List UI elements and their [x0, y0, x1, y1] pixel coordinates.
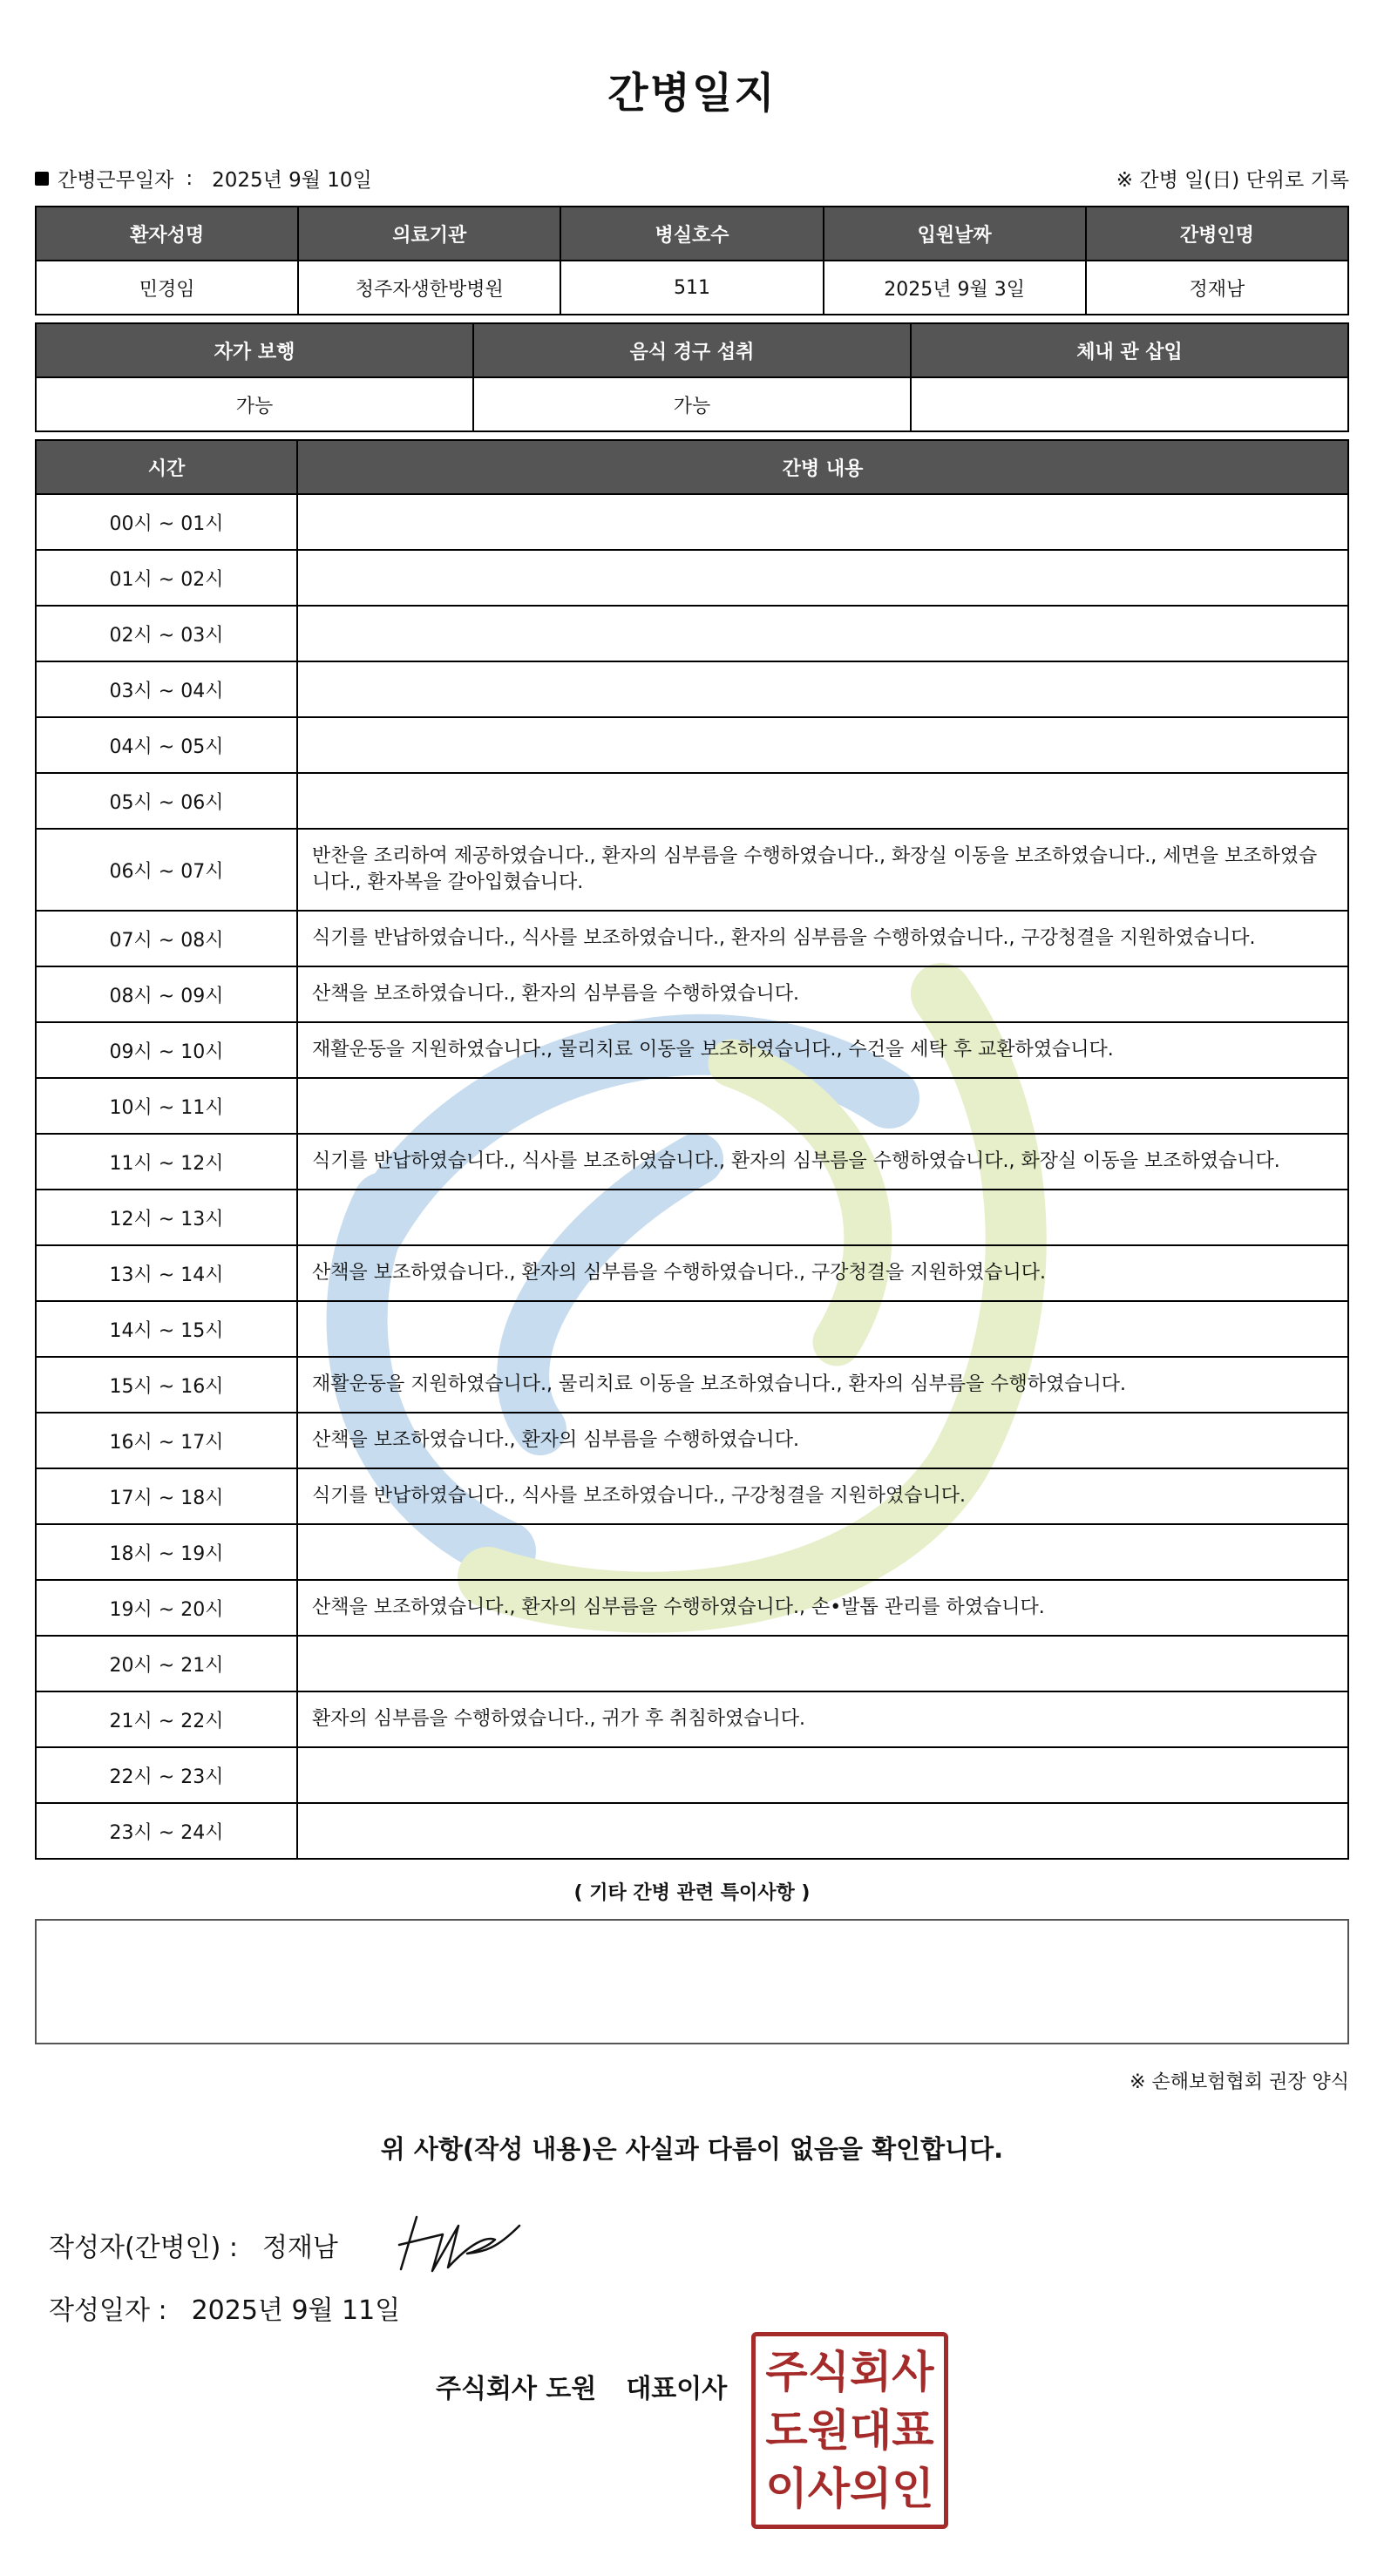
content-cell: [297, 1524, 1348, 1580]
table-row: [36, 494, 1348, 550]
time-cell: 14시 ~ 15시: [36, 1301, 297, 1357]
time-cell: 09시 ~ 10시: [36, 1022, 297, 1078]
special-notes-box: [35, 1919, 1349, 2044]
confirmation-statement: 위 사항(작성 내용)은 사실과 다름이 없음을 확인합니다.: [380, 2134, 1004, 2164]
content-cell: [297, 661, 1348, 717]
table-row: [36, 1245, 1348, 1301]
hospital-name: 청주자생한방병원: [298, 261, 560, 315]
unit-note: ※ 간병 일(日) 단위로 기록: [1116, 169, 1349, 192]
time-cell: 15시 ~ 16시: [36, 1357, 297, 1413]
content-cell: [297, 494, 1348, 550]
work-date-line: [35, 164, 372, 193]
time-cell: 08시 ~ 09시: [36, 966, 297, 1022]
written-date: 2025년 9월 11일: [191, 2295, 401, 2326]
table-row: [36, 606, 1348, 661]
content-cell: [297, 1803, 1348, 1859]
time-cell: 12시 ~ 13시: [36, 1190, 297, 1245]
content-cell: 산책을 보조하였습니다., 환자의 심부름을 수행하였습니다., 구강청결을 지원하였습니다.: [297, 1245, 1348, 1301]
table-row: [36, 1747, 1348, 1803]
signature-icon: [390, 2200, 530, 2278]
document-title: 간병일지: [607, 69, 777, 118]
header-time: 시간: [36, 440, 297, 494]
room-number: 511: [560, 261, 823, 315]
content-cell: 산책을 보조하였습니다., 환자의 심부름을 수행하였습니다.: [297, 1413, 1348, 1468]
content-cell: 재활운동을 지원하였습니다., 물리치료 이동을 보조하였습니다., 환자의 심부름을 수행하였습니다.: [297, 1357, 1348, 1413]
content-cell: 산책을 보조하였습니다., 환자의 심부름을 수행하였습니다.: [297, 966, 1348, 1022]
table-row: [36, 1301, 1348, 1357]
table-row: [36, 1078, 1348, 1134]
patient-name: 민경임: [36, 261, 298, 315]
header-patient-name: 환자성명: [36, 207, 298, 261]
writer-name: 정재남: [261, 2233, 338, 2263]
representative-title: 대표이사: [626, 2374, 728, 2404]
table-row: [36, 1636, 1348, 1691]
header-oral-intake: 음식 경구 섭취: [473, 323, 911, 377]
time-cell: 01시 ~ 02시: [36, 550, 297, 606]
form-note: ※ 손해보험협회 권장 양식: [1130, 2071, 1349, 2093]
time-cell: 18시 ~ 19시: [36, 1524, 297, 1580]
header-walking: 자가 보행: [36, 323, 473, 377]
company-seal-stamp: [751, 2332, 948, 2529]
patient-status-table: [35, 322, 1349, 432]
table-row: [36, 911, 1348, 966]
time-cell: 00시 ~ 01시: [36, 494, 297, 550]
time-cell: 02시 ~ 03시: [36, 606, 297, 661]
table-row: [36, 773, 1348, 829]
table-row: [36, 1580, 1348, 1636]
content-cell: [297, 1078, 1348, 1134]
content-cell: 산책을 보조하였습니다., 환자의 심부름을 수행하였습니다., 손•발톱 관리를 하였습니다.: [297, 1580, 1348, 1636]
work-date-value: 2025년 9월 10일: [212, 169, 372, 192]
content-cell: [297, 1190, 1348, 1245]
content-cell: 식기를 반납하였습니다., 식사를 보조하였습니다., 환자의 심부름을 수행하였습니다., 화장실 이동을 보조하였습니다.: [297, 1134, 1348, 1190]
table-row: [36, 1134, 1348, 1190]
table-row: [36, 966, 1348, 1022]
patient-info-table: [35, 206, 1349, 315]
time-cell: 05시 ~ 06시: [36, 773, 297, 829]
seal-row: 도원대표: [765, 2403, 934, 2456]
table-row: [36, 1468, 1348, 1524]
header-care-content: 간병 내용: [297, 440, 1348, 494]
caregiver-name: 정재남: [1086, 261, 1348, 315]
time-cell: 23시 ~ 24시: [36, 1803, 297, 1859]
table-row: [36, 1022, 1348, 1078]
content-cell: 반찬을 조리하여 제공하였습니다., 환자의 심부름을 수행하였습니다., 화장실 이동을 보조하였습니다., 세면을 보조하였습니다., 환자복을 갈아입혔습니다.: [297, 829, 1348, 911]
time-cell: 13시 ~ 14시: [36, 1245, 297, 1301]
company-line: [436, 2367, 727, 2405]
content-cell: [297, 1301, 1348, 1357]
header-room: 병실호수: [560, 207, 823, 261]
tube-insertion-status: [911, 377, 1348, 431]
content-cell: [297, 550, 1348, 606]
work-date-colon: :: [186, 166, 193, 190]
written-date-line: [49, 2288, 400, 2327]
special-notes-title: ( 기타 간병 관련 특이사항 ): [573, 1882, 811, 1904]
table-row: [36, 717, 1348, 773]
header-tube-insertion: 체내 관 삽입: [911, 323, 1348, 377]
table-row: [36, 1413, 1348, 1468]
content-cell: [297, 1636, 1348, 1691]
time-cell: 22시 ~ 23시: [36, 1747, 297, 1803]
time-cell: 03시 ~ 04시: [36, 661, 297, 717]
time-cell: 19시 ~ 20시: [36, 1580, 297, 1636]
table-row: [36, 661, 1348, 717]
time-cell: 17시 ~ 18시: [36, 1468, 297, 1524]
square-bullet-icon: [35, 172, 49, 186]
content-cell: 식기를 반납하였습니다., 식사를 보조하였습니다., 환자의 심부름을 수행하였습니다., 구강청결을 지원하였습니다.: [297, 911, 1348, 966]
content-cell: [297, 1747, 1348, 1803]
table-row: [36, 550, 1348, 606]
time-cell: 04시 ~ 05시: [36, 717, 297, 773]
seal-row: 이사의인: [765, 2462, 934, 2514]
table-row: [36, 1691, 1348, 1747]
header-caregiver: 간병인명: [1086, 207, 1348, 261]
content-cell: [297, 606, 1348, 661]
time-cell: 20시 ~ 21시: [36, 1636, 297, 1691]
time-cell: 07시 ~ 08시: [36, 911, 297, 966]
company-name: 주식회사 도원: [436, 2374, 597, 2404]
content-cell: 환자의 심부름을 수행하였습니다., 귀가 후 취침하였습니다.: [297, 1691, 1348, 1747]
seal-row: 주식회사: [765, 2346, 934, 2398]
walking-status: 가능: [36, 377, 473, 431]
header-hospital: 의료기관: [298, 207, 560, 261]
writer-line: [49, 2226, 338, 2264]
time-cell: 16시 ~ 17시: [36, 1413, 297, 1468]
content-cell: [297, 773, 1348, 829]
time-cell: 21시 ~ 22시: [36, 1691, 297, 1747]
writer-label: 작성자(간병인) :: [49, 2233, 238, 2263]
work-date-label: 간병근무일자: [58, 169, 174, 192]
table-row: [36, 1357, 1348, 1413]
table-row: [36, 829, 1348, 911]
time-cell: 11시 ~ 12시: [36, 1134, 297, 1190]
table-row: [36, 1524, 1348, 1580]
content-cell: 식기를 반납하였습니다., 식사를 보조하였습니다., 구강청결을 지원하였습니다.: [297, 1468, 1348, 1524]
content-cell: 재활운동을 지원하였습니다., 물리치료 이동을 보조하였습니다., 수건을 세탁 후 교환하였습니다.: [297, 1022, 1348, 1078]
care-log-table: [35, 439, 1349, 1860]
content-cell: [297, 717, 1348, 773]
time-cell: 06시 ~ 07시: [36, 829, 297, 911]
table-row: [36, 1190, 1348, 1245]
table-row: [36, 1803, 1348, 1859]
header-admission-date: 입원날짜: [824, 207, 1086, 261]
written-date-label: 작성일자 :: [49, 2295, 167, 2326]
admission-date: 2025년 9월 3일: [824, 261, 1086, 315]
oral-intake-status: 가능: [473, 377, 911, 431]
time-cell: 10시 ~ 11시: [36, 1078, 297, 1134]
